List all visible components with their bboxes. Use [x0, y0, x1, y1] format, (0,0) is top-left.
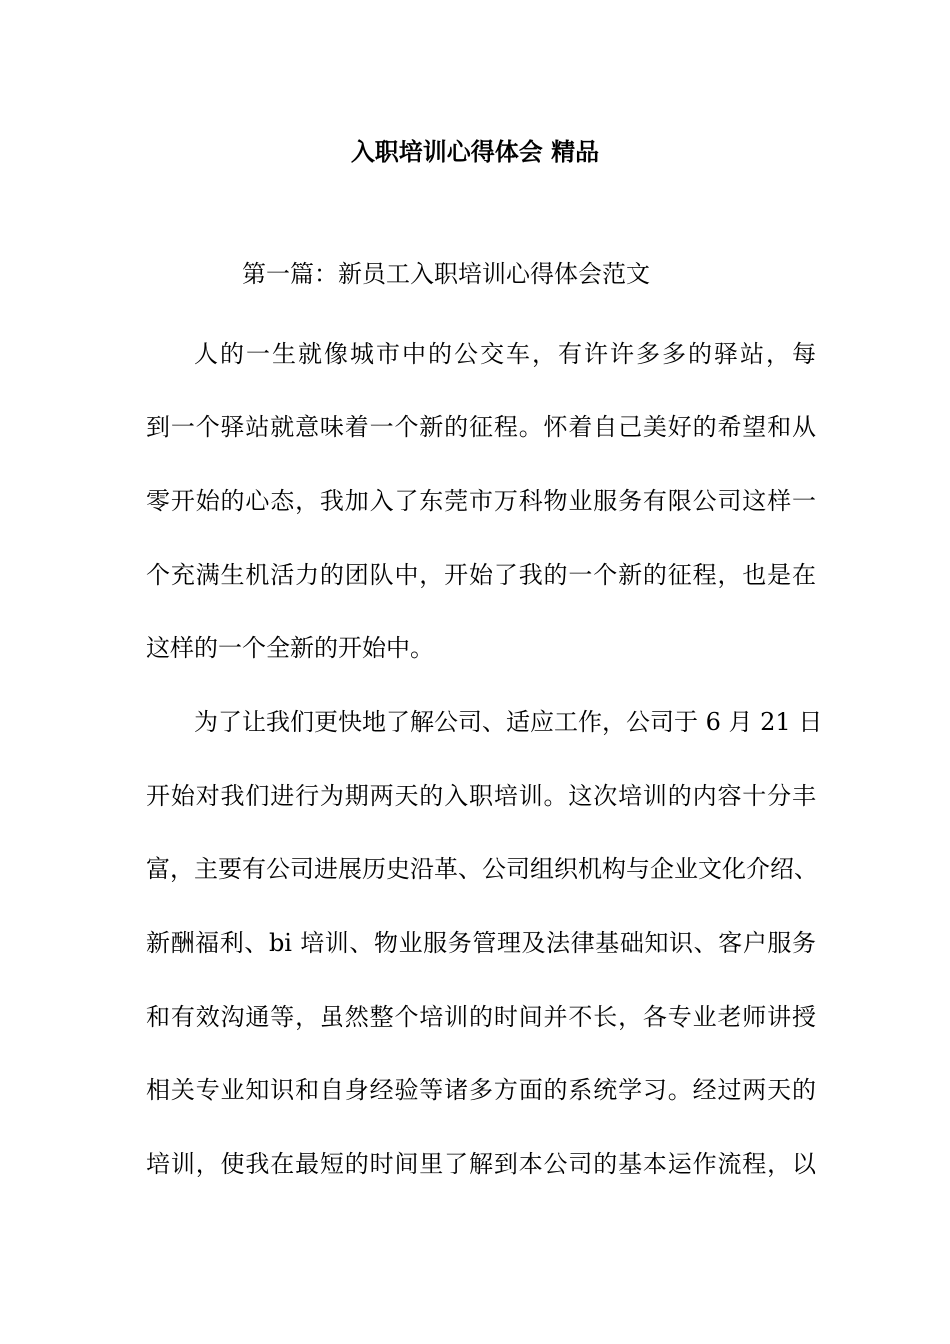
paragraph-1-line-2: 到一个驿站就意味着一个新的征程。怀着自己美好的希望和从 — [146, 413, 816, 441]
paragraph-2-line-1: 为了让我们更快地了解公司、适应工作，公司于 6 月 21 日 — [194, 708, 823, 736]
section-subtitle: 第一篇：新员工入职培训心得体会范文 — [242, 260, 650, 288]
paragraph-2-line-7: 培训，使我在最短的时间里了解到本公司的基本运作流程，以 — [146, 1150, 816, 1178]
paragraph-2-line-4: 新酬福利、bi 培训、物业服务管理及法律基础知识、客户服务 — [146, 929, 816, 957]
document-title: 入职培训心得体会 精品 — [350, 138, 600, 166]
paragraph-1-line-4: 个充满生机活力的团队中，开始了我的一个新的征程，也是在 — [146, 561, 816, 589]
paragraph-1-line-1: 人的一生就像城市中的公交车，有许许多多的驿站，每 — [194, 340, 816, 368]
paragraph-1-line-5: 这样的一个全新的开始中。 — [146, 634, 434, 662]
paragraph-2-line-3: 富，主要有公司进展历史沿革、公司组织机构与企业文化介绍、 — [146, 855, 818, 883]
paragraph-2-line-6: 相关专业知识和自身经验等诸多方面的系统学习。经过两天的 — [146, 1076, 816, 1104]
paragraph-2-line-5: 和有效沟通等，虽然整个培训的时间并不长，各专业老师讲授 — [146, 1003, 816, 1031]
paragraph-1-line-3: 零开始的心态，我加入了东莞市万科物业服务有限公司这样一 — [146, 487, 816, 515]
paragraph-2-line-2: 开始对我们进行为期两天的入职培训。这次培训的内容十分丰 — [146, 782, 816, 810]
